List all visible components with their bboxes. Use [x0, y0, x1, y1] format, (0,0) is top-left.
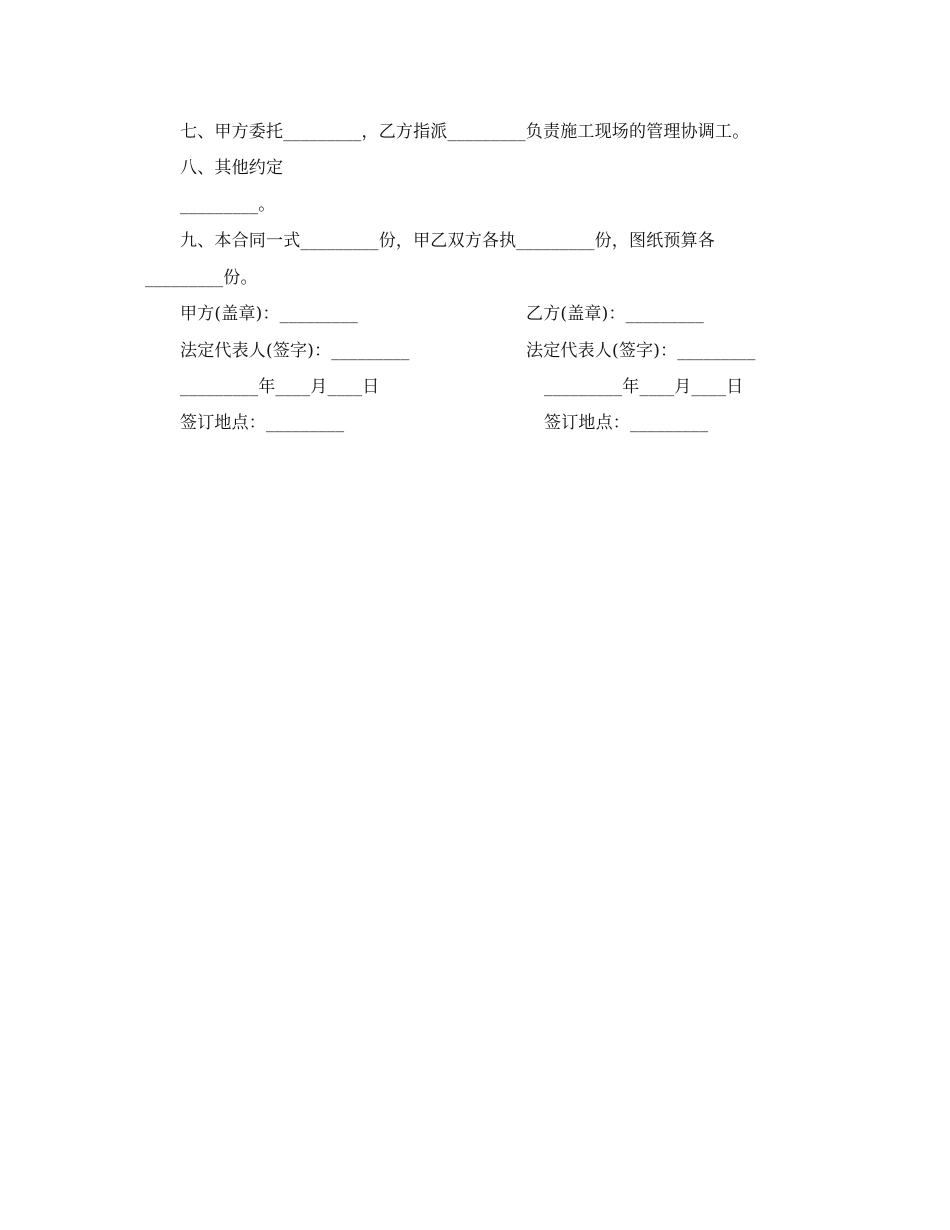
party-a-place: 签订地点：_________ — [180, 413, 345, 433]
clause-seven: 七、甲方委托_________，乙方指派_________负责施工现场的管理协调工。 — [180, 122, 750, 142]
party-b-seal: 乙方(盖章)：_________ — [526, 304, 704, 324]
party-b-place: 签订地点：_________ — [544, 413, 709, 433]
clause-eight-title: 八、其他约定 — [180, 158, 284, 178]
party-a-date: _________年____月____日 — [180, 377, 380, 397]
party-a-seal: 甲方(盖章)：_________ — [180, 304, 358, 324]
clause-eight-blank: _________。 — [180, 195, 276, 215]
clause-nine-line-2: _________份。 — [145, 268, 258, 288]
party-a-representative: 法定代表人(签字)：_________ — [180, 341, 410, 361]
party-b-representative: 法定代表人(签字)：_________ — [526, 341, 756, 361]
clause-nine-line-1: 九、本合同一式_________份，甲乙双方各执_________份，图纸预算各 — [180, 231, 715, 251]
party-b-date: _________年____月____日 — [544, 377, 744, 397]
